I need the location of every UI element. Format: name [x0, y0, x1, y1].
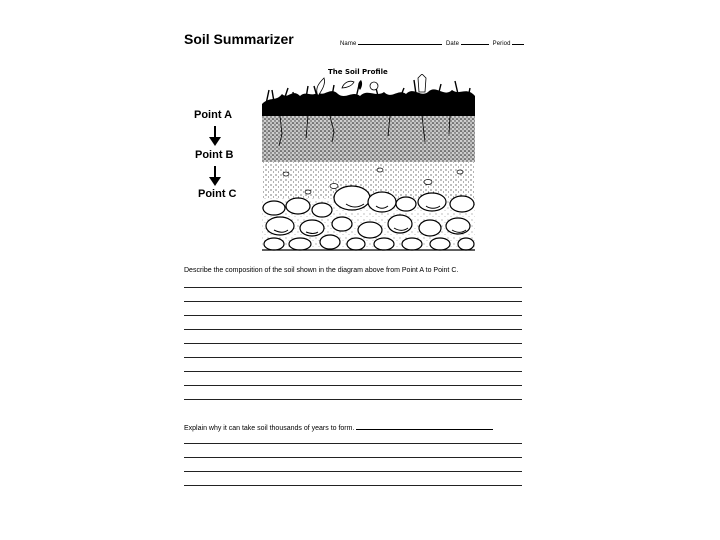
answer-line[interactable]	[184, 371, 522, 372]
answer-line[interactable]	[184, 287, 522, 288]
answer-line-inline[interactable]	[356, 423, 493, 430]
date-field[interactable]	[461, 38, 489, 45]
arrow-down-icon	[208, 165, 222, 187]
answer-line[interactable]	[184, 399, 522, 400]
answer-line[interactable]	[184, 357, 522, 358]
point-b-label: Point B	[195, 149, 234, 161]
name-label: Name	[340, 41, 357, 47]
soil-profile-illustration	[260, 74, 477, 252]
question-2	[184, 423, 493, 432]
figure-title: The Soil Profile	[328, 68, 388, 76]
answer-line[interactable]	[184, 485, 522, 486]
answer-line[interactable]	[184, 315, 522, 316]
answer-line[interactable]	[184, 457, 522, 458]
answer-line[interactable]	[184, 443, 522, 444]
header-fields	[340, 38, 524, 47]
arrow-down-icon	[208, 125, 222, 147]
answer-line[interactable]	[184, 343, 522, 344]
answer-line[interactable]	[184, 385, 522, 386]
answer-line[interactable]	[184, 471, 522, 472]
worksheet-title: Soil Summarizer	[184, 31, 294, 47]
point-c-label: Point C	[198, 188, 237, 200]
name-field[interactable]	[358, 38, 442, 45]
point-a-label: Point A	[194, 109, 233, 121]
answer-line[interactable]	[184, 329, 522, 330]
period-label: Period	[492, 41, 511, 47]
question-1: Describe the composition of the soil shown in the diagram above from Point A to Point C.	[184, 267, 459, 274]
answer-line[interactable]	[184, 301, 522, 302]
question-2-text: Explain why it can take soil thousands of years to form.	[184, 425, 355, 432]
period-field[interactable]	[512, 38, 524, 45]
date-label: Date	[445, 41, 460, 47]
